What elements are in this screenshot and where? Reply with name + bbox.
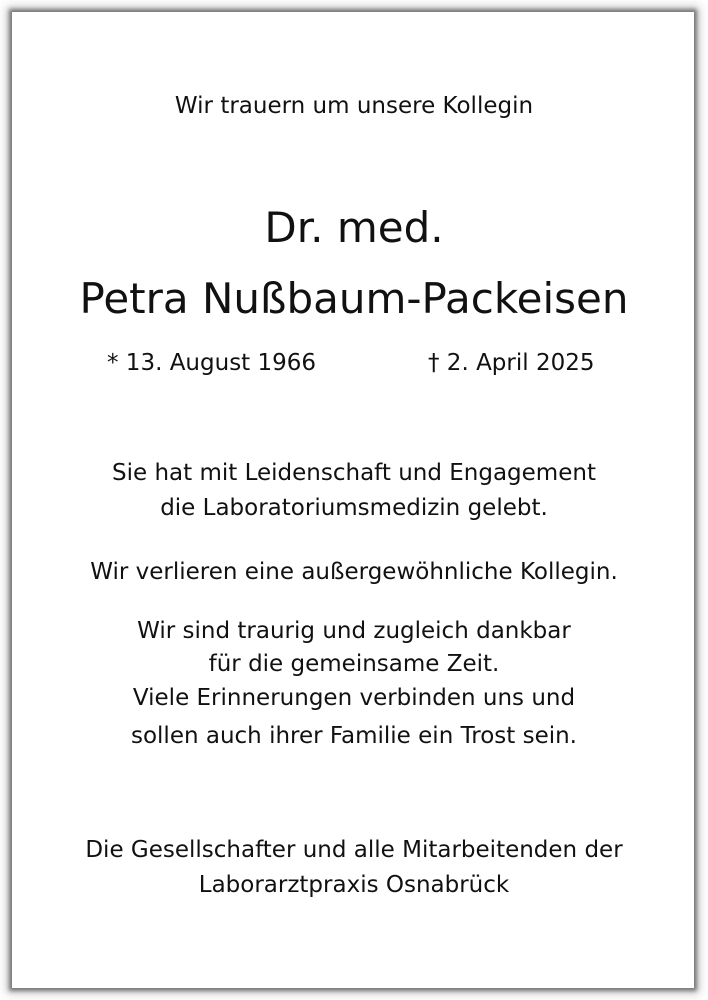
birth-date: * 13. August 1966 [107, 350, 317, 376]
death-date: † 2. April 2025 [428, 350, 595, 376]
tribute-line: die Laboratoriumsmedizin gelebt. [160, 495, 548, 521]
tribute-line: für die gemeinsame Zeit. [208, 651, 500, 677]
tribute-line: Viele Erinnerungen verbinden uns und [132, 685, 576, 711]
signature-line: Die Gesellschafter und alle Mitarbeitenden der [85, 837, 623, 863]
tribute-line: sollen auch ihrer Familie ein Trost sein. [130, 723, 577, 749]
intro-line: Wir trauern um unsere Kollegin [174, 93, 534, 119]
tribute-line: Wir verlieren eine außergewöhnliche Kollegin. [90, 559, 618, 585]
deceased-title: Dr. med. [264, 203, 444, 252]
deceased-name: Petra Nußbaum-Packeisen [79, 274, 629, 323]
signature-line: Laborarztpraxis Osnabrück [198, 872, 510, 898]
tribute-line: Wir sind traurig und zugleich dankbar [137, 618, 571, 644]
life-dates [0, 347, 708, 379]
tribute-line: Sie hat mit Leidenschaft und Engagement [112, 460, 596, 486]
